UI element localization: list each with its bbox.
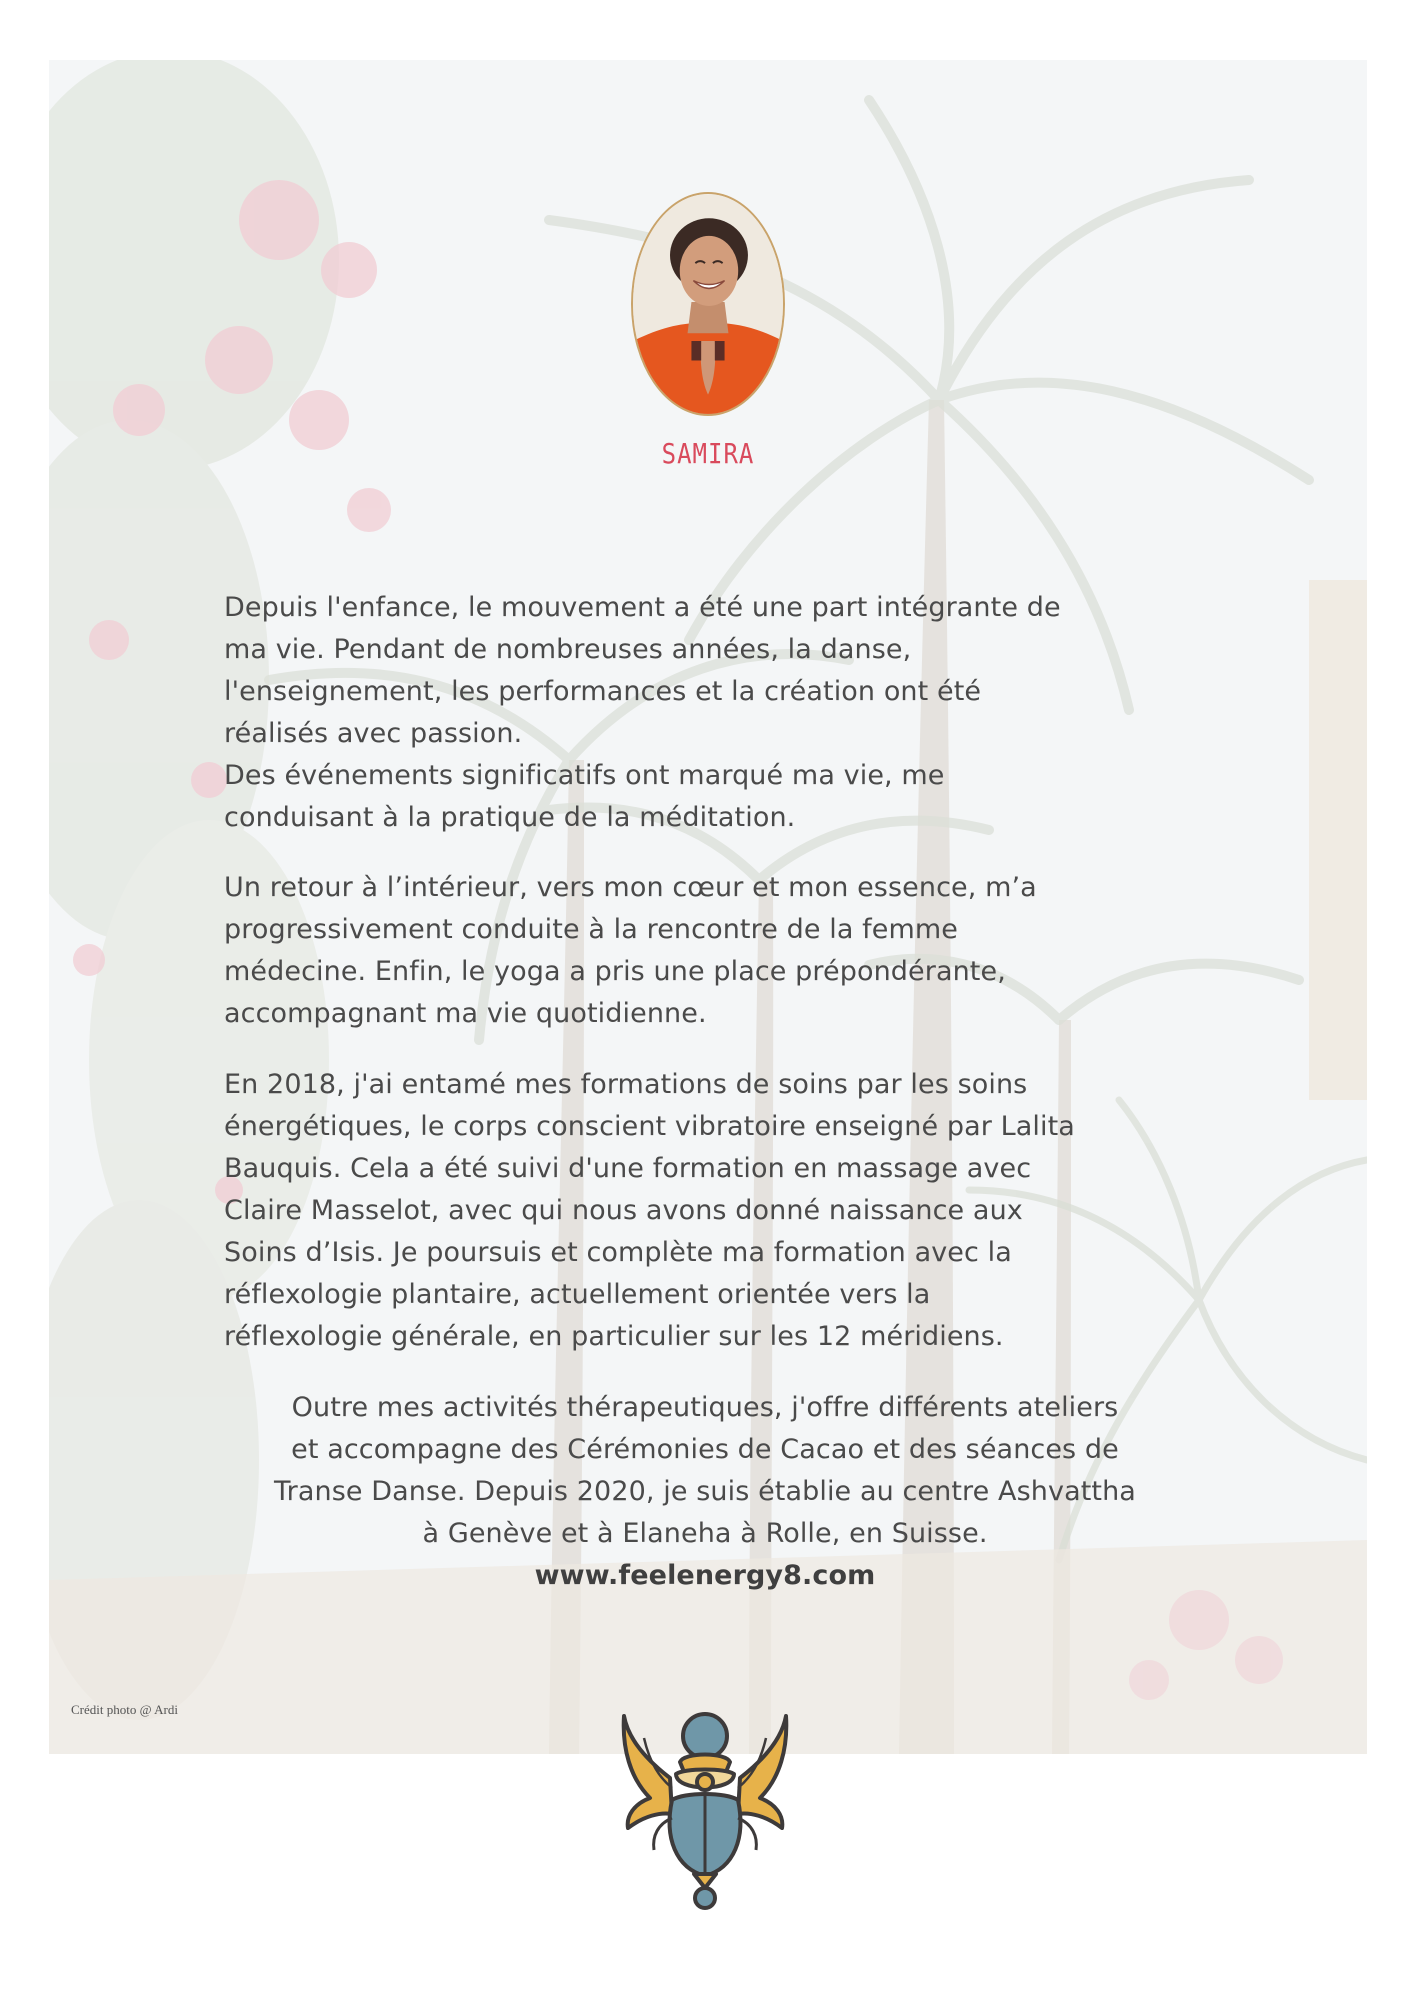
bio-line: Transe Danse. Depuis 2020, je suis établie au centre Ashvattha [274,1476,1136,1507]
website-link[interactable]: www.feelenergy8.com [534,1560,876,1591]
bio-line: ma vie. Pendant de nombreuses années, la danse, [224,634,912,665]
bio-line: progressivement conduite à la rencontre de la femme [224,914,958,945]
bio-line: Des événements significatifs ont marqué ma vie, me [224,760,945,791]
bio-line: Outre mes activités thérapeutiques, j'offre différents ateliers [291,1392,1119,1423]
bio-line: Claire Masselot, avec qui nous avons donné naissance aux [224,1195,1023,1226]
bio-line: médecine. Enfin, le yoga a pris une place prépondérante, [224,956,1006,987]
bio-line: Depuis l'enfance, le mouvement a été une part intégrante de [224,592,1061,623]
bio-line: Un retour à l’intérieur, vers mon cœur et mon essence, m’a [224,872,1037,903]
bio-line: l'enseignement, les performances et la création ont été [224,676,982,707]
bio-paragraph-3 [224,1064,1214,1358]
portrait-photo [631,192,785,416]
bio-line: réalisés avec passion. [224,718,523,749]
photo-credit: Crédit photo @ Ardi [71,1702,178,1717]
bio-paragraph-2 [224,867,1214,1035]
bio-line: Soins d’Isis. Je poursuis et complète ma formation avec la [224,1237,1012,1268]
bio-line: conduisant à la pratique de la méditation. [224,802,796,833]
profile-name: SAMIRA [661,437,755,471]
bio-line: En 2018, j'ai entamé mes formations de soins par les soins [224,1069,1028,1100]
bio-line: accompagnant ma vie quotidienne. [224,998,707,1029]
bio-line: Bauquis. Cela a été suivi d'une formation en massage avec [224,1153,1032,1184]
bio-line: énergétiques, le corps conscient vibratoire enseigné par Lalita [224,1111,1075,1142]
bio-paragraph-4 [210,1387,1200,1597]
scarab-logo-icon [614,1708,796,1912]
bio-paragraph-1 [224,587,1214,839]
bio-line: à Genève et à Elaneha à Rolle, en Suisse. [422,1518,988,1549]
bio-line: réflexologie générale, en particulier sur les 12 méridiens. [224,1321,1004,1352]
bio-line: et accompagne des Cérémonies de Cacao et des séances de [291,1434,1119,1465]
bio-line: réflexologie plantaire, actuellement orientée vers la [224,1279,931,1310]
